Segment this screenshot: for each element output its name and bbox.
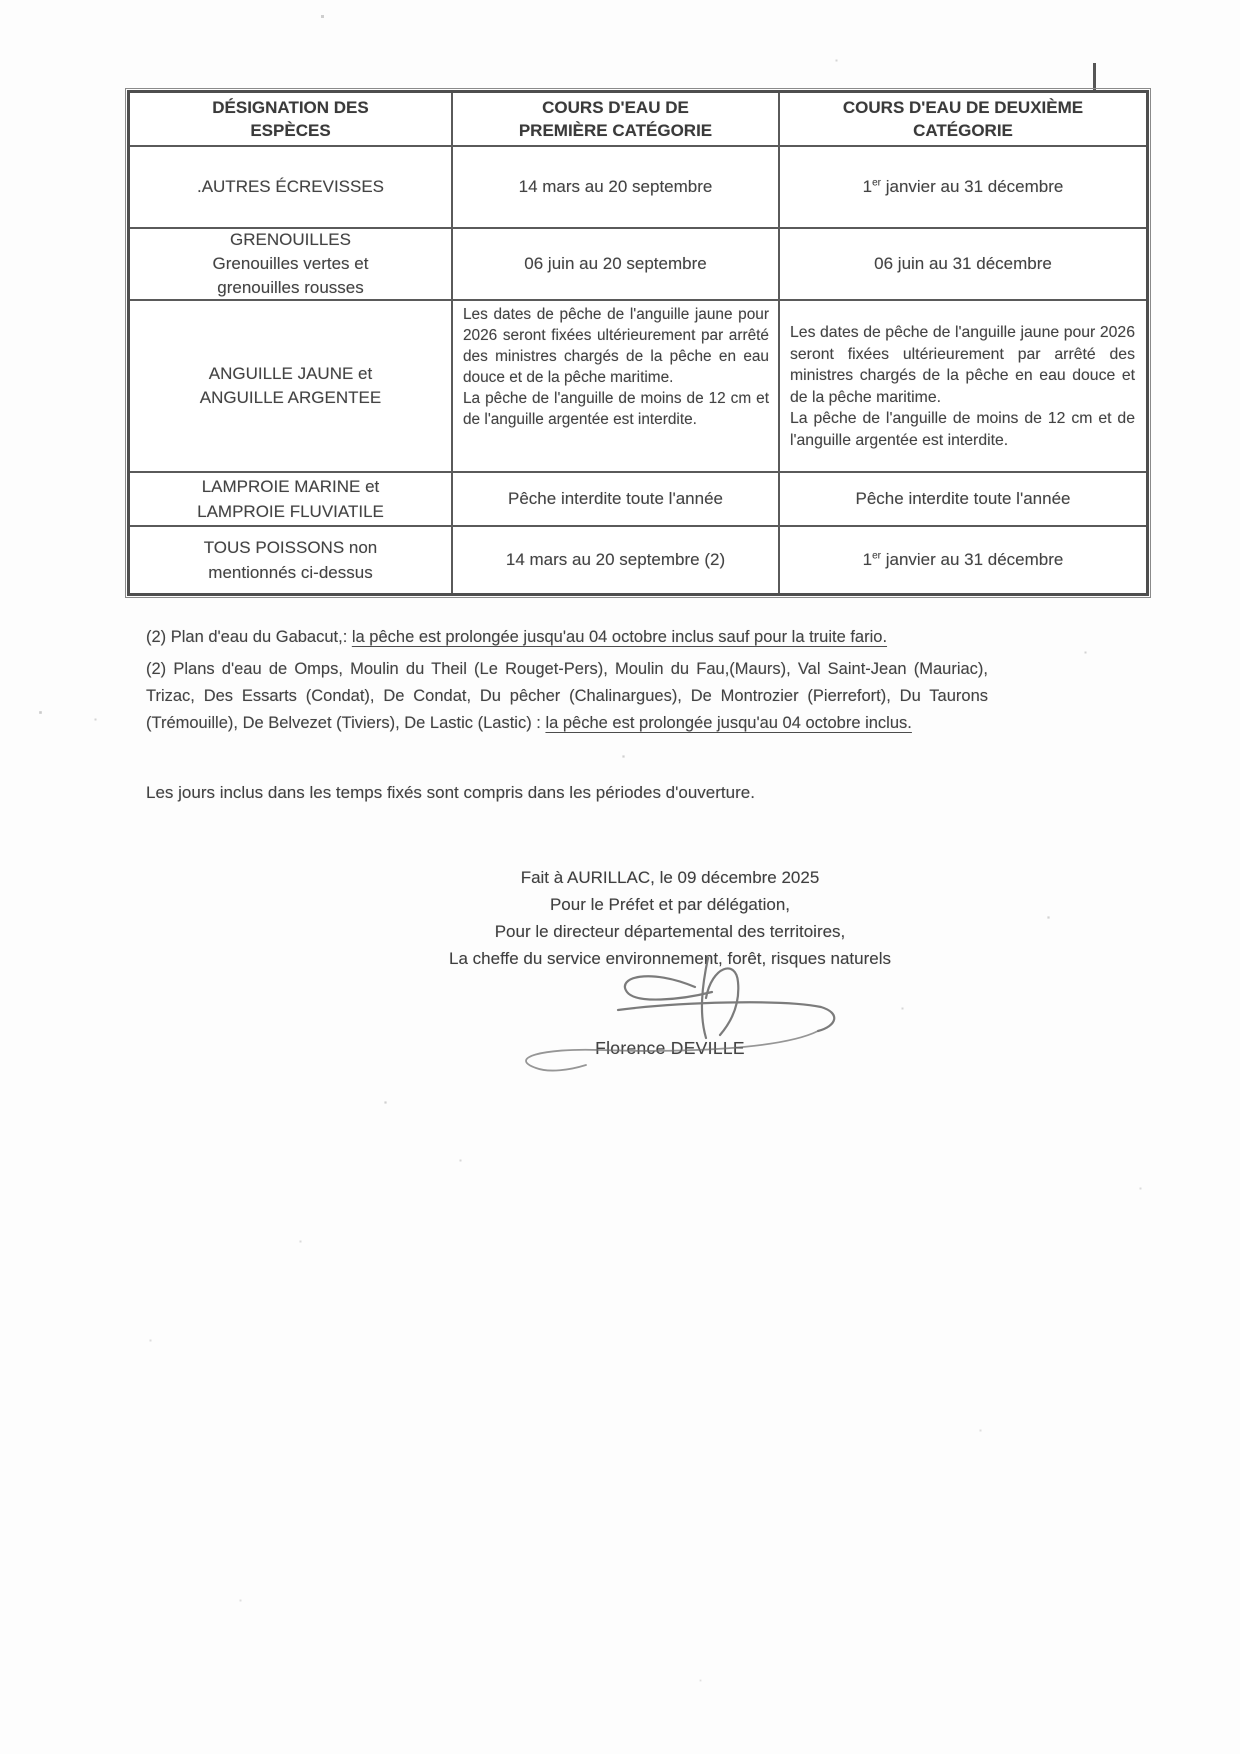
handwritten-signature-scribble	[500, 952, 900, 1080]
species-cell-tous-poissons	[130, 527, 453, 593]
species-label: TOUS POISSONS non mentionnés ci-dessus	[203, 538, 378, 582]
cat1-cell-ecrevisses	[453, 147, 780, 229]
cat1-cell-anguille	[453, 301, 780, 473]
scan-noise-specks	[0, 0, 1, 1]
anguille-cat1-paragraph-2: La pêche de l'anguille de moins de 12 cm et de l'anguille argentée est interdite.	[463, 390, 769, 428]
species-subtitle: Grenouilles vertes et grenouilles rousses	[212, 254, 369, 297]
period-text: 06 juin au 20 septembre	[524, 254, 707, 273]
footnote-plans-eau	[146, 656, 988, 737]
footnote-underlined-text: la pêche est prolongée jusqu'au 04 octobre inclus.	[545, 714, 912, 732]
cat2-cell-grenouilles	[780, 229, 1146, 301]
period-text: Pêche interdite toute l'année	[855, 489, 1071, 508]
fishing-periods-table	[127, 90, 1149, 596]
signature-director-line: Pour le directeur départemental des territoires,	[494, 922, 846, 941]
header-cell-cat2	[780, 93, 1146, 147]
cat1-cell-lamproie	[453, 473, 780, 527]
species-cell-ecrevisses	[130, 147, 453, 229]
cat1-cell-tous-poissons	[453, 527, 780, 593]
signature-delegation-line: Pour le Préfet et par délégation,	[549, 895, 791, 914]
header-cell-especes	[130, 93, 453, 147]
ordinal-superscript: er	[872, 550, 881, 562]
cat2-cell-lamproie	[780, 473, 1146, 527]
signature-place-date: Fait à AURILLAC, le 09 décembre 2025	[520, 868, 820, 887]
signatory-name: Florence DEVILLE	[595, 1038, 745, 1058]
period-text: Pêche interdite toute l'année	[508, 489, 723, 508]
cat1-cell-grenouilles	[453, 229, 780, 301]
period-text: 14 mars au 20 septembre (2)	[505, 550, 726, 569]
cat2-cell-ecrevisses	[780, 147, 1146, 229]
species-label: LAMPROIE MARINE et LAMPROIE FLUVIATILE	[197, 477, 384, 521]
species-cell-grenouilles	[130, 229, 453, 301]
anguille-cat2-paragraph-2: La pêche de l'anguille de moins de 12 cm et de l'anguille argentée est interdite.	[790, 410, 1135, 449]
closing-note: Les jours inclus dans les temps fixés sont compris dans les périodes d'ouverture.	[146, 783, 755, 802]
species-label: .AUTRES ÉCREVISSES	[196, 177, 385, 196]
period-text: 06 juin au 31 décembre	[874, 254, 1052, 273]
header-cell-cat1	[453, 93, 780, 147]
cat2-cell-anguille	[780, 301, 1146, 473]
period-text: 1er janvier au 31 décembre	[862, 177, 1064, 196]
signature-service-line: La cheffe du service environnement, forêt, risques naturels	[449, 949, 891, 968]
period-text: 14 mars au 20 septembre	[518, 177, 713, 196]
header-label-especes: DÉSIGNATION DES ESPÈCES	[212, 98, 369, 140]
ordinal-superscript: er	[872, 177, 881, 189]
species-title: GRENOUILLES	[230, 230, 351, 249]
header-label-cat1: COURS D'EAU DE PREMIÈRE CATÉGORIE	[518, 98, 713, 140]
anguille-cat2-paragraph-1: Les dates de pêche de l'anguille jaune pour 2026 seront fixées ultérieurement par arrêté des ministres chargés de la pêche en eau douce et de la pêche maritime.	[790, 324, 1135, 406]
footnote-gabacut	[146, 624, 1006, 650]
scan-corner-mark	[1093, 63, 1096, 92]
header-label-cat2: COURS D'EAU DE DEUXIÈME CATÉGORIE	[842, 98, 1084, 140]
anguille-cat1-paragraph-1: Les dates de pêche de l'anguille jaune pour 2026 seront fixées ultérieurement par arrêté des ministres chargés de la pêche en eau douce et de la pêche maritime.	[463, 306, 769, 386]
species-cell-lamproie	[130, 473, 453, 527]
footnote-prefix: (2) Plans d'eau de Omps, Moulin du Theil (Le Rouget-Pers), Moulin du Fau,(Maurs), Val Saint-Jean (Mauriac), Trizac, Des Essarts (Condat), De Condat, Du pêcher (Chalinargues), De Montrozier (Pierrefort), Du Taurons (Trémouille), De Belvezet (Tiviers), De Lastic (Lastic) :	[146, 660, 988, 732]
species-cell-anguille	[130, 301, 453, 473]
footnote-prefix: (2) Plan d'eau du Gabacut,:	[146, 628, 352, 646]
species-label: ANGUILLE JAUNE et ANGUILLE ARGENTEE	[199, 364, 382, 407]
cat2-cell-tous-poissons	[780, 527, 1146, 593]
footnote-underlined-text: la pêche est prolongée jusqu'au 04 octobre inclus sauf pour la truite fario.	[351, 628, 888, 646]
period-text: 1er janvier au 31 décembre	[862, 550, 1064, 569]
